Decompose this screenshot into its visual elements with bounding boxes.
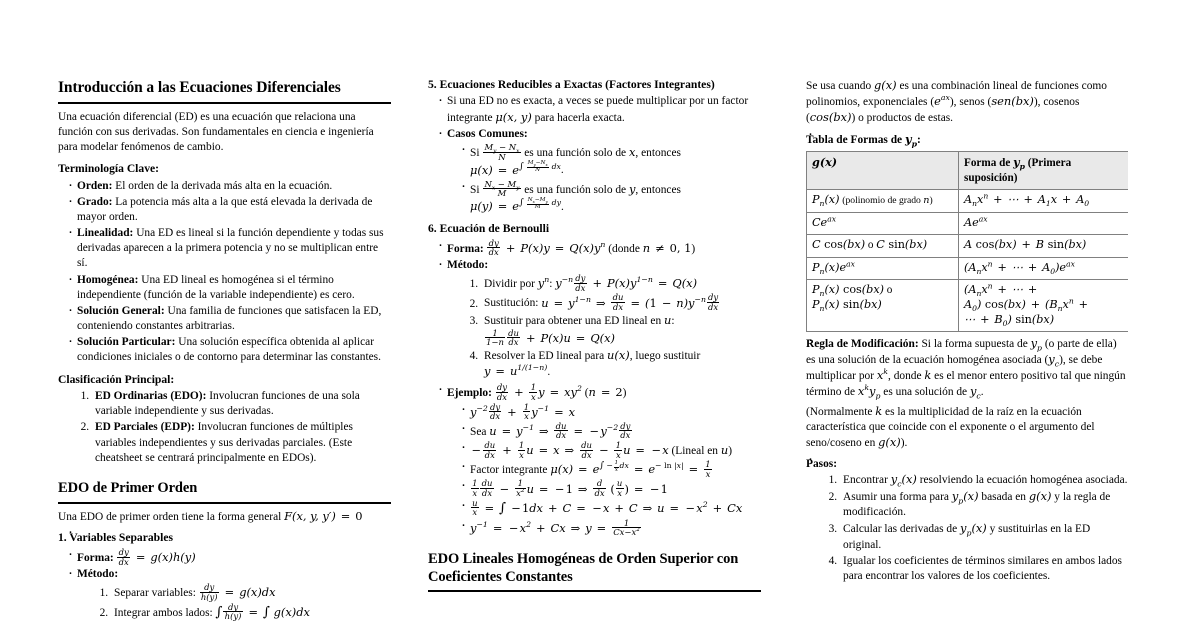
column-3 (798, 78, 1128, 626)
cell-gx: $Ce^{ax}$ (807, 212, 959, 235)
formula-eax: $e^{ax}$ (934, 93, 950, 108)
formula-step6-1: $y^{-n}$ $\frac{dy}{dx}$ + $P(x)y^{1-n} = Q(x)$ (555, 273, 698, 293)
list-item: · Si $\frac{N_x - M_y}{M}$ es una función solo de y, entonces $\mu(y) = e^{\int \frac{N_x-M_y}{M} dy}$. (461, 180, 761, 216)
terminology-list (58, 179, 391, 366)
cell-gx: $P_n(x)$ (polinomio de grado n) (807, 190, 959, 213)
formula-step6-4: $y = u^{1/(1-n)}$ (484, 363, 548, 379)
cell-yp: ($A_nx^n$ + ⋯ + $A_0$) $\cos(bx) + (B_nx^n$ + ⋯ + $B_0$) sin(bx) (959, 280, 1129, 332)
term-text: Involucran funciones de una sola variable independiente y sus derivadas. (95, 390, 360, 418)
formula-separable-form: $\frac{dy}{dx}$ = g(x)h(y) (118, 546, 196, 567)
formula-ux: u(x) (607, 348, 630, 363)
list-item: · Factor integrante $\mu(x) = e^{\int - \frac{1}{x} dx} = e^{- ln |x|}$ = $\frac{1}{x}$ (461, 460, 761, 478)
term-label: Grado: (77, 195, 113, 208)
term-label: Solución General: (77, 304, 165, 317)
section1-heading: 1. Variables Separables (58, 531, 173, 545)
table-heading: Tabla de Formas de $y_p$: (806, 131, 921, 149)
var-x: x (628, 145, 636, 160)
var-u: u (663, 312, 672, 327)
list-item (92, 420, 391, 465)
cell-gx: C cos(bx) o C sin(bx) (807, 235, 959, 258)
list-item: 2. Sustitución: $u = y^{1-n}$ ⇒ $\frac{du}{dx}$ = $(1 - n)y^{-n}$ $\frac{dy}{dx}$ (481, 293, 761, 311)
first-order-general-form (58, 509, 391, 525)
first-order-prefix: Una EDO de primer orden tiene la forma general (58, 510, 285, 523)
table-header-row (807, 152, 1129, 190)
list-item: 4. Igualar los coeficientes de términos similares en ambos lados para encontrar los valores de los coeficientes. (840, 554, 1128, 584)
list-item: 3. Sustituir para obtener una ED lineal en u: $\frac{1}{1-n}$ $\frac{du}{dx}$ + P(x)u = Q(x) (481, 313, 761, 347)
list-item (68, 226, 391, 271)
formula-yp: $y_p$ (904, 131, 917, 149)
classification-list (58, 389, 391, 466)
table-row (807, 212, 1129, 235)
var-y: y (628, 181, 636, 196)
example-steps (447, 403, 761, 537)
section-heading-edo-lineales-homogeneas: EDO Lineales Homogéneas de Orden Superior con Coeficientes Constantes (428, 551, 761, 592)
list-item (68, 304, 391, 334)
section1-list (58, 548, 391, 622)
var-u: u (720, 443, 729, 458)
formula-step6-2: $u = y^{1-n}$ ⇒ $\frac{du}{dx}$ = $(1 - n)y^{-n}$ $\frac{dy}{dx}$ (541, 292, 719, 313)
classification-heading: Clasificación Principal: (58, 372, 175, 386)
formula-step-2: ∫ $\frac{dy}{h(y)}$ = ∫ g(x)dx (215, 601, 310, 622)
formula-yn: $y^n$ (537, 275, 550, 291)
formula-ex-2: $u = y^{-1}$ ⇒ $\frac{du}{dx}$ = $-y^{-2}$ $\frac{dy}{dx}$ (489, 420, 631, 441)
formula-cosbx: cos(bx) (809, 109, 852, 124)
list-item (111, 583, 391, 601)
term-text: Una ED es lineal si la función dependiente y todas sus derivadas aparecen a la primera potencia y no se multiplican entre sí. (77, 227, 384, 270)
list-item: 2. Asumir una forma para $y_p(x)$ basada en g(x) y la regla de modificación. (840, 489, 1128, 520)
cell-yp: ($A_nx^n$ + ⋯ + $A_0)e^{ax}$ (959, 257, 1129, 280)
section-heading-edo-primer-orden: EDO de Primer Orden (58, 480, 391, 504)
term-text: El orden de la derivada más alta en la ecuación. (112, 179, 333, 192)
step-text: Integrar ambos lados: (114, 606, 216, 619)
modification-label: Regla de Modificación: (806, 338, 919, 351)
list-item (438, 127, 761, 216)
list-item (68, 273, 391, 303)
term-label: ED Ordinarias (EDO): (95, 390, 207, 403)
section5-list (428, 94, 761, 215)
method-label: Método: (447, 259, 489, 272)
list-item: · Si una ED no es exacta, a veces se puede multiplicar por un factor integrante μ(x, y) para hacerla exacta. (438, 94, 761, 125)
term-text: La potencia más alta a la que está elevada la derivada de mayor orden. (77, 195, 373, 223)
formula-bernoulli-form: $\frac{dy}{dx}$ + $P(x)y = Q(x)y^n$ (488, 237, 606, 258)
list-item (68, 567, 391, 621)
list-item: · Ejemplo: $\frac{dy}{dx}$ + $\frac{1}{x}$ $y = xy^2$ (n = 2) · $y^{-2}$ $\frac{dy}{dx}$ + $\frac{1}{x}$ $y^{-1} = x$ · Sea $u = y^{-1}$ ⇒ $\frac{du}{dx}$ = $-y^{-2}$ $\frac{dy}{dx}$ · − $\frac{du}{dx}$ + $\frac{1}{x}$ u = x ⇒ $\frac{du}{dx}$ − $\frac{1}{x}$ u = −x (Lineal en u) · Factor integrante $\mu(x) = e^{\int - \frac{1}{x} dx} = e^{- ln |x|}$ = $\frac{1}{x}$ · $\frac{1}{x}$ $\frac{du}{dx}$ − $\frac{1}{x^2}$ u = −1 ⇒ $\frac{d}{dx}$ ( $\frac{u}{x}$ ) = −1 · $\frac{u}{x}$ = ∫ −1dx + C = −x + C ⇒ $u = -x^2 + Cx$ · $y^{-1} = -x^2 + Cx$ ⇒ y = $\frac{1}{Cx-x^2}$ (438, 383, 761, 536)
table-row (807, 257, 1129, 280)
example-label: Ejemplo: (447, 387, 492, 400)
modification-rule: Regla de Modificación: Si la forma supuesta de $y_p$ (o parte de ella) es una solución de la ecuación homogénea asociada $(y_c)$, se debe multiplicar por $x^k$, donde k es el menor entero positivo tal que ningún término de $x^ky_p$ es una solución de $y_c$. (806, 336, 1126, 401)
cases-label: Casos Comunes: (447, 127, 528, 140)
list-item (111, 603, 391, 622)
column-header-gx: g(x) (807, 152, 959, 190)
list-item: 4. Resolver la ED lineal para u(x), luego sustituir $y = u^{1/(1-n)}$. (481, 348, 761, 380)
section6-steps (447, 274, 761, 380)
term-label: Orden: (77, 179, 113, 192)
formula-gx: g(x) (874, 78, 897, 92)
cases-sublist (447, 143, 761, 215)
section5-heading: 5. Ecuaciones Reducibles a Exactas (Factores Integrantes) (428, 78, 715, 91)
form-label: Forma: (77, 551, 114, 564)
column-1 (58, 78, 391, 626)
modification-note: (Normalmente k es la multiplicidad de la raíz en la ecuación característica que coincide con el exponente o el argumento del seno/coseno en g(x)). (806, 403, 1095, 449)
three-column-layout (58, 78, 1141, 626)
term-text: Una familia de funciones que satisfacen la ED, conteniendo constantes arbitrarias. (77, 304, 382, 333)
term-label: Solución Particular: (77, 336, 176, 349)
list-item: 3. Calcular las derivadas de $y_p(x)$ y sustituirlas en la ED original. (840, 521, 1128, 552)
form-label: Forma: (447, 242, 484, 255)
steps-list (798, 472, 1128, 584)
formula-mu-y: $\mu(y) = e^{\int \frac{N_x-M_y}{M} dy}$ (470, 196, 561, 214)
list-item (68, 548, 391, 566)
term-label: Linealidad: (77, 227, 134, 240)
formula-ex-7: $y^{-1} = -x^2 + Cx$ ⇒ y = $\frac{1}{Cx-x^2}$ (470, 517, 640, 538)
cell-yp: $A_nx^n$ + ⋯ + $A_1x + A_0$ (959, 190, 1129, 213)
forms-table (806, 151, 1128, 332)
formula-ex-6: · $\frac{u}{x}$ = ∫ −1dx + C = −x + C ⇒ $u = -x^2 + Cx$ (472, 497, 743, 518)
cell-gx: $P_n(x)$ cos(bx) o $P_n(x)$ sin(bx) (807, 280, 959, 332)
list-item (461, 479, 761, 497)
column-2 (428, 78, 761, 626)
formula-case-y-ratio: $\frac{N_x - M_y}{M}$ (484, 178, 520, 199)
formula-senbx: sen(bx) (991, 93, 1034, 108)
formula-ex-4: $\mu(x) = e^{\int - \frac{1}{x} dx} = e^{- ln |x|}$ = $\frac{1}{x}$ (550, 459, 711, 479)
table-row (807, 190, 1129, 213)
list-item (461, 519, 761, 537)
formula-mu-x: $\mu(x) = e^{\int \frac{M_y-N_x}{N} dx}$ (470, 160, 561, 177)
cell-yp: A cos(bx) + B sin(bx) (959, 235, 1129, 258)
list-item: · Forma: $\frac{dy}{dx}$ + $P(x)y = Q(x)y^n$ (donde n ≠ 0, 1) (438, 239, 761, 257)
list-item (68, 335, 391, 365)
formula-ex-5: · $\frac{1}{x}$ $\frac{du}{dx}$ − $\frac{1}{x^2}$ u = −1 ⇒ $\frac{d}{dx}$ ( $\frac{u}{x}$ ) = −1 (472, 478, 668, 499)
formula-step6-3: $\frac{1}{1-n}$ $\frac{du}{dx}$ + P(x)u = Q(x) (486, 327, 615, 348)
formula-example-statement: $\frac{dy}{dx}$ + $\frac{1}{x}$ $y = xy^2$ (496, 382, 582, 402)
list-item: · Sea $u = y^{-1}$ ⇒ $\frac{du}{dx}$ = $-y^{-2}$ $\frac{dy}{dx}$ (461, 422, 761, 440)
formula-general-first-order: F(x, y, y′) = 0 (284, 508, 363, 523)
column-header-yp: Forma de $y_p$ (Primera suposición) (959, 152, 1129, 190)
list-item (68, 195, 391, 225)
cell-yp: $Ae^{ax}$ (959, 212, 1129, 235)
formula-ex-1: $y^{-2}$ $\frac{dy}{dx}$ + $\frac{1}{x}$ $y^{-1} = x$ (470, 401, 576, 422)
formula-n-equals-2: n = 2 (588, 385, 623, 400)
list-item: 1. Encontrar $y_c(x)$ resolviendo la ecuación homogénea asociada. (840, 472, 1128, 488)
section6-list (428, 239, 761, 537)
list-item: · Si $\frac{M_y - N_x}{N}$ es una función solo de x, entonces $\mu(x) = e^{\int \frac{M_y-N_x}{N} dx}$. (461, 143, 761, 179)
list-item: · − $\frac{du}{dx}$ + $\frac{1}{x}$ u = x ⇒ $\frac{du}{dx}$ − $\frac{1}{x}$ u = −x (Lineal en u) (461, 441, 761, 459)
term-label: ED Parciales (EDP): (95, 421, 195, 434)
steps-heading: Pasos: (806, 457, 838, 470)
intro-paragraph: Una ecuación diferencial (ED) es una ecuación que relaciona una función con sus derivadas. Son fundamentales en ciencia e ingeniería para modelar fenómenos de cambio. (58, 111, 374, 154)
list-item: 1. Dividir por $y^n$: $y^{-n}$ $\frac{dy}{dx}$ + $P(x)y^{1-n} = Q(x)$ (481, 274, 761, 292)
method-label: Método: (77, 568, 119, 581)
term-text: Involucran funciones de múltiples variables independientes y sus derivadas parciales. (Este cheatsheet se centrará principalmente en EDOs). (95, 421, 353, 464)
cell-gx: $P_n(x)e^{ax}$ (807, 257, 959, 280)
table-row (807, 235, 1129, 258)
formula-case-x-ratio: $\frac{M_y - N_x}{N}$ (484, 141, 520, 162)
undetermined-coefficients-intro: Se usa cuando g(x) es una combinación lineal de funciones como polinomios, exponenciales $(e^{ax})$, senos (sen(bx)), cosenos (cos(bx)) o productos de estas. (806, 78, 1107, 124)
list-item (92, 389, 391, 419)
section6-heading: 6. Ecuación de Bernoulli (428, 222, 550, 236)
formula-n-condition: n ≠ 0, 1 (642, 240, 692, 255)
list-item (461, 499, 761, 518)
list-item (68, 179, 391, 194)
formula-step-1: $\frac{dy}{h(y)}$ = g(x)dx (200, 582, 276, 602)
term-text: Una ED lineal es homogénea si el término independiente (función de la variable independiente) es cero. (77, 273, 355, 301)
terminology-heading: Terminología Clave: (58, 162, 160, 176)
term-text: Una solución específica obtenida al aplicar condiciones iniciales o de contorno para determinar las constantes. (77, 336, 381, 364)
formula-mu-xy: μ(x, y) (495, 109, 532, 124)
table-row (807, 280, 1129, 332)
formula-ex-3: − $\frac{du}{dx}$ + $\frac{1}{x}$ u = x ⇒ $\frac{du}{dx}$ − $\frac{1}{x}$ u = −x (471, 440, 669, 460)
page-title: Introducción a las Ecuaciones Diferenciales (58, 78, 391, 104)
term-label: Homogénea: (77, 273, 139, 286)
step-text: Separar variables: (114, 587, 199, 600)
forms-table-wrapper (806, 151, 1128, 332)
section1-steps (77, 583, 391, 621)
list-item (438, 258, 761, 380)
list-item (461, 403, 761, 421)
